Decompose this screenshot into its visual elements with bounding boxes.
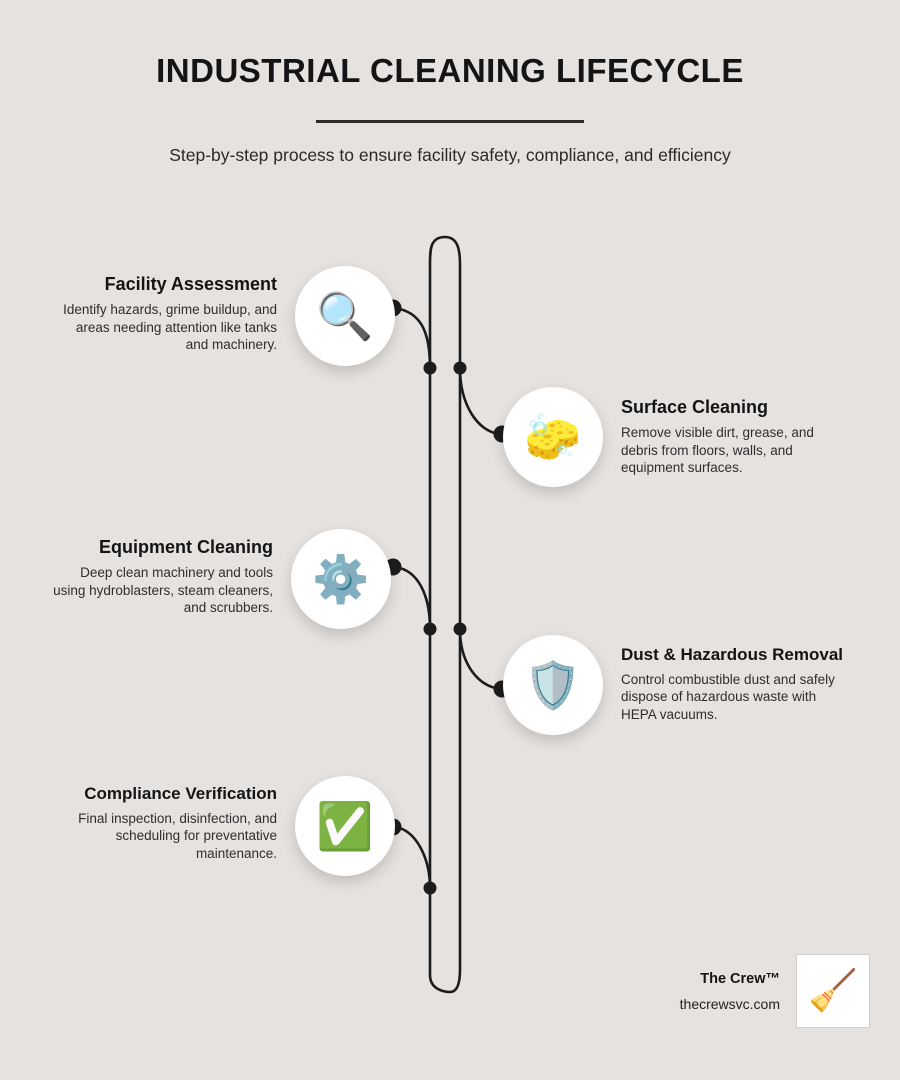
footer-text-block (680, 971, 780, 1012)
process-step-compliance-verification (52, 776, 395, 876)
step-title: Facility Assessment (104, 274, 277, 294)
step-title: Dust & Hazardous Removal (621, 645, 843, 664)
step-description: Final inspection, disinfection, and scheduling for preventative maintenance. (78, 810, 277, 862)
step-description: Deep clean machinery and tools using hydroblasters, steam cleaners, and scrubbers. (53, 564, 273, 616)
sponge-icon: 🧽 (524, 411, 582, 463)
title-divider (316, 120, 584, 123)
footer (680, 954, 870, 1028)
gear-icon: ⚙️ (312, 553, 370, 605)
process-step-surface-cleaning (503, 387, 846, 487)
step-text-block (621, 387, 846, 477)
worker-mopping-icon: 🧹 (808, 969, 858, 1013)
step-description: Control combustible dust and safely dispose of hazardous waste with HEPA vacuums. (621, 671, 835, 723)
step-icon-bubble (295, 266, 395, 366)
check-mark-icon: ✅ (316, 800, 374, 852)
brand-logo (796, 954, 870, 1028)
brand-name: The Crew™ (700, 970, 780, 987)
step-icon-bubble (291, 529, 391, 629)
step-title: Equipment Cleaning (98, 537, 273, 557)
step-icon-bubble (503, 387, 603, 487)
website-url[interactable]: thecrewsvc.com (679, 995, 780, 1012)
page-subtitle: Step-by-step process to ensure facility safety, compliance, and efficiency (169, 144, 731, 165)
page-title: INDUSTRIAL CLEANING LIFECYCLE (156, 52, 744, 89)
header (0, 52, 900, 166)
process-step-equipment-cleaning (48, 529, 391, 629)
step-title: Compliance Verification (84, 784, 277, 803)
step-text-block (52, 266, 277, 354)
step-icon-bubble (295, 776, 395, 876)
shield-icon: 🛡️ (524, 659, 582, 711)
step-text-block (48, 529, 273, 617)
process-step-facility-assessment (52, 266, 395, 366)
step-description: Identify hazards, grime buildup, and areas needing attention like tanks and machinery. (63, 301, 277, 353)
step-description: Remove visible dirt, grease, and debris from floors, walls, and equipment surfaces. (621, 424, 814, 476)
step-icon-bubble (503, 635, 603, 735)
step-text-block (621, 635, 846, 724)
step-text-block (52, 776, 277, 863)
process-step-dust-hazardous-removal (503, 635, 846, 735)
magnifying-glass-icon: 🔍 (316, 290, 374, 342)
step-title: Surface Cleaning (621, 397, 769, 417)
